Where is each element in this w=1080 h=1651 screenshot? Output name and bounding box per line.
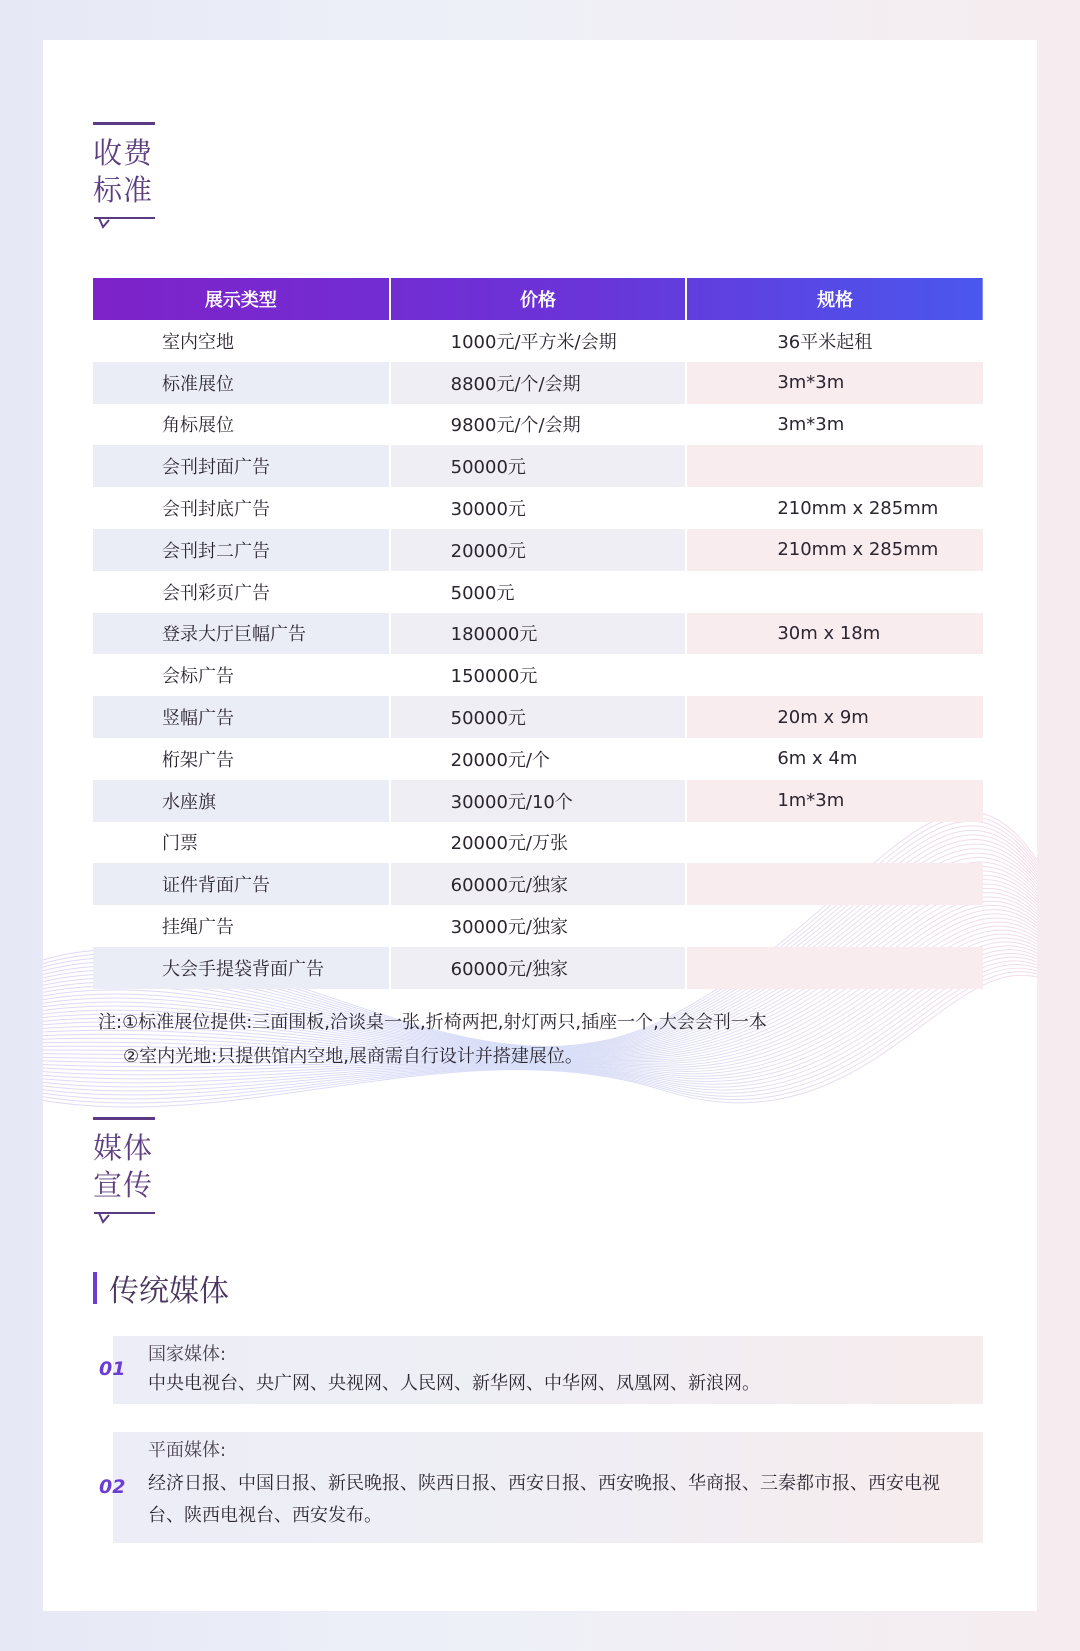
- cell-price: 8800元/个/会期: [390, 362, 687, 404]
- fee-table-row: [93, 696, 983, 738]
- cell-price: 30000元/10个: [390, 780, 687, 822]
- fee-table-row: [93, 487, 983, 529]
- fee-table-row: [93, 404, 983, 446]
- fee-table-row: [93, 905, 983, 947]
- title-hook-icon: [93, 1210, 157, 1224]
- fee-table-row: [93, 571, 983, 613]
- cell-price: 20000元/万张: [390, 822, 687, 864]
- cell-type: 会标广告: [93, 654, 390, 696]
- cell-price: 50000元: [390, 445, 687, 487]
- cell-spec: [686, 822, 983, 864]
- fee-table-row: [93, 738, 983, 780]
- fee-table-row: [93, 445, 983, 487]
- fee-table: [93, 278, 983, 989]
- cell-type: 登录大厅巨幅广告: [93, 613, 390, 655]
- fee-table-row: [93, 654, 983, 696]
- fee-table-row: [93, 863, 983, 905]
- fees-title-line2: 标准: [93, 173, 154, 207]
- cell-price: 30000元: [390, 487, 687, 529]
- cell-type: 会刊彩页广告: [93, 571, 390, 613]
- cell-price: 5000元: [390, 571, 687, 613]
- cell-price: 60000元/独家: [390, 863, 687, 905]
- cell-type: 水座旗: [93, 780, 390, 822]
- note-line-1: 注:①标准展位提供:三面围板,洽谈桌一张,折椅两把,射灯两只,插座一个,大会会刊一本: [98, 1012, 767, 1033]
- cell-spec: [686, 445, 983, 487]
- header-type: 展示类型: [93, 278, 390, 320]
- cell-price: 9800元/个/会期: [390, 404, 687, 446]
- cell-spec: 210mm x 285mm: [686, 529, 983, 571]
- cell-price: 150000元: [390, 654, 687, 696]
- cell-price: 30000元/独家: [390, 905, 687, 947]
- cell-spec: 36平米起租: [777, 331, 873, 353]
- media-item-label: 平面媒体:: [148, 1440, 227, 1461]
- heading-accent-bar: [93, 1272, 97, 1304]
- cell-price: 20000元/个: [390, 738, 687, 780]
- media-item-text: 经济日报、中国日报、新民晚报、陕西日报、西安日报、西安晚报、华商报、三秦都市报、西安电视台、陕西电视台、西安发布。: [148, 1473, 940, 1526]
- cell-type: 挂绳广告: [93, 905, 390, 947]
- cell-spec: 210mm x 285mm: [777, 497, 939, 519]
- cell-type: 室内空地: [93, 320, 390, 362]
- media-item-print: [99, 1432, 983, 1543]
- cell-type: 桁架广告: [93, 738, 390, 780]
- media-item-number: 02: [99, 1476, 126, 1498]
- fee-table-row: [93, 362, 983, 404]
- cell-type: 大会手提袋背面广告: [93, 947, 390, 989]
- title-top-bar: [93, 1117, 155, 1120]
- cell-type: 角标展位: [93, 404, 390, 446]
- cell-spec: [686, 947, 983, 989]
- cell-spec: [686, 863, 983, 905]
- cell-price: 20000元: [390, 529, 687, 571]
- cell-price: 50000元: [390, 696, 687, 738]
- cell-spec: 3m*3m: [777, 413, 845, 435]
- subheading-text: 传统媒体: [109, 1274, 229, 1309]
- fee-table-row: [93, 947, 983, 989]
- media-item-label: 国家媒体:: [148, 1344, 227, 1365]
- fee-table-row: [93, 613, 983, 655]
- cell-spec: 6m x 4m: [777, 748, 858, 770]
- cell-type: 门票: [93, 822, 390, 864]
- cell-spec: 20m x 9m: [686, 696, 983, 738]
- media-item-national: [99, 1336, 983, 1404]
- cell-type: 竖幅广告: [93, 696, 390, 738]
- header-spec: 规格: [817, 290, 854, 311]
- header-price: 价格: [390, 278, 687, 320]
- cell-price: 1000元/平方米/会期: [390, 320, 687, 362]
- cell-spec: 3m*3m: [686, 362, 983, 404]
- fee-table-row: [93, 780, 983, 822]
- cell-spec: [686, 654, 983, 696]
- fee-notes: [98, 1006, 767, 1074]
- media-title-line2: 宣传: [93, 1168, 154, 1202]
- media-section-title: [93, 1117, 159, 1224]
- media-item-number: 01: [99, 1358, 126, 1380]
- title-hook-icon: [93, 215, 157, 229]
- cell-type: 会刊封面广告: [93, 445, 390, 487]
- cell-type: 标准展位: [93, 362, 390, 404]
- cell-price: 180000元: [390, 613, 687, 655]
- cell-type: 会刊封底广告: [93, 487, 390, 529]
- traditional-media-heading: [93, 1266, 229, 1310]
- note-line-2: ②室内光地:只提供馆内空地,展商需自行设计并搭建展位。: [123, 1046, 583, 1067]
- fee-table-row: [93, 529, 983, 571]
- title-top-bar: [93, 122, 155, 125]
- fee-table-row: [93, 822, 983, 864]
- cell-type: 会刊封二广告: [93, 529, 390, 571]
- media-item-text: 中央电视台、央广网、央视网、人民网、新华网、中华网、凤凰网、新浪网。: [148, 1373, 760, 1394]
- cell-spec: 30m x 18m: [686, 613, 983, 655]
- page-card: [43, 40, 1037, 1611]
- cell-price: 60000元/独家: [390, 947, 687, 989]
- fees-title-line1: 收费: [93, 136, 154, 170]
- media-title-line1: 媒体: [93, 1131, 154, 1165]
- fee-table-header: [93, 278, 983, 320]
- cell-spec: 1m*3m: [686, 780, 983, 822]
- cell-spec: [686, 571, 983, 613]
- fees-section-title: [93, 122, 159, 229]
- cell-type: 证件背面广告: [93, 863, 390, 905]
- cell-spec: [686, 905, 983, 947]
- fee-table-row: [93, 320, 983, 362]
